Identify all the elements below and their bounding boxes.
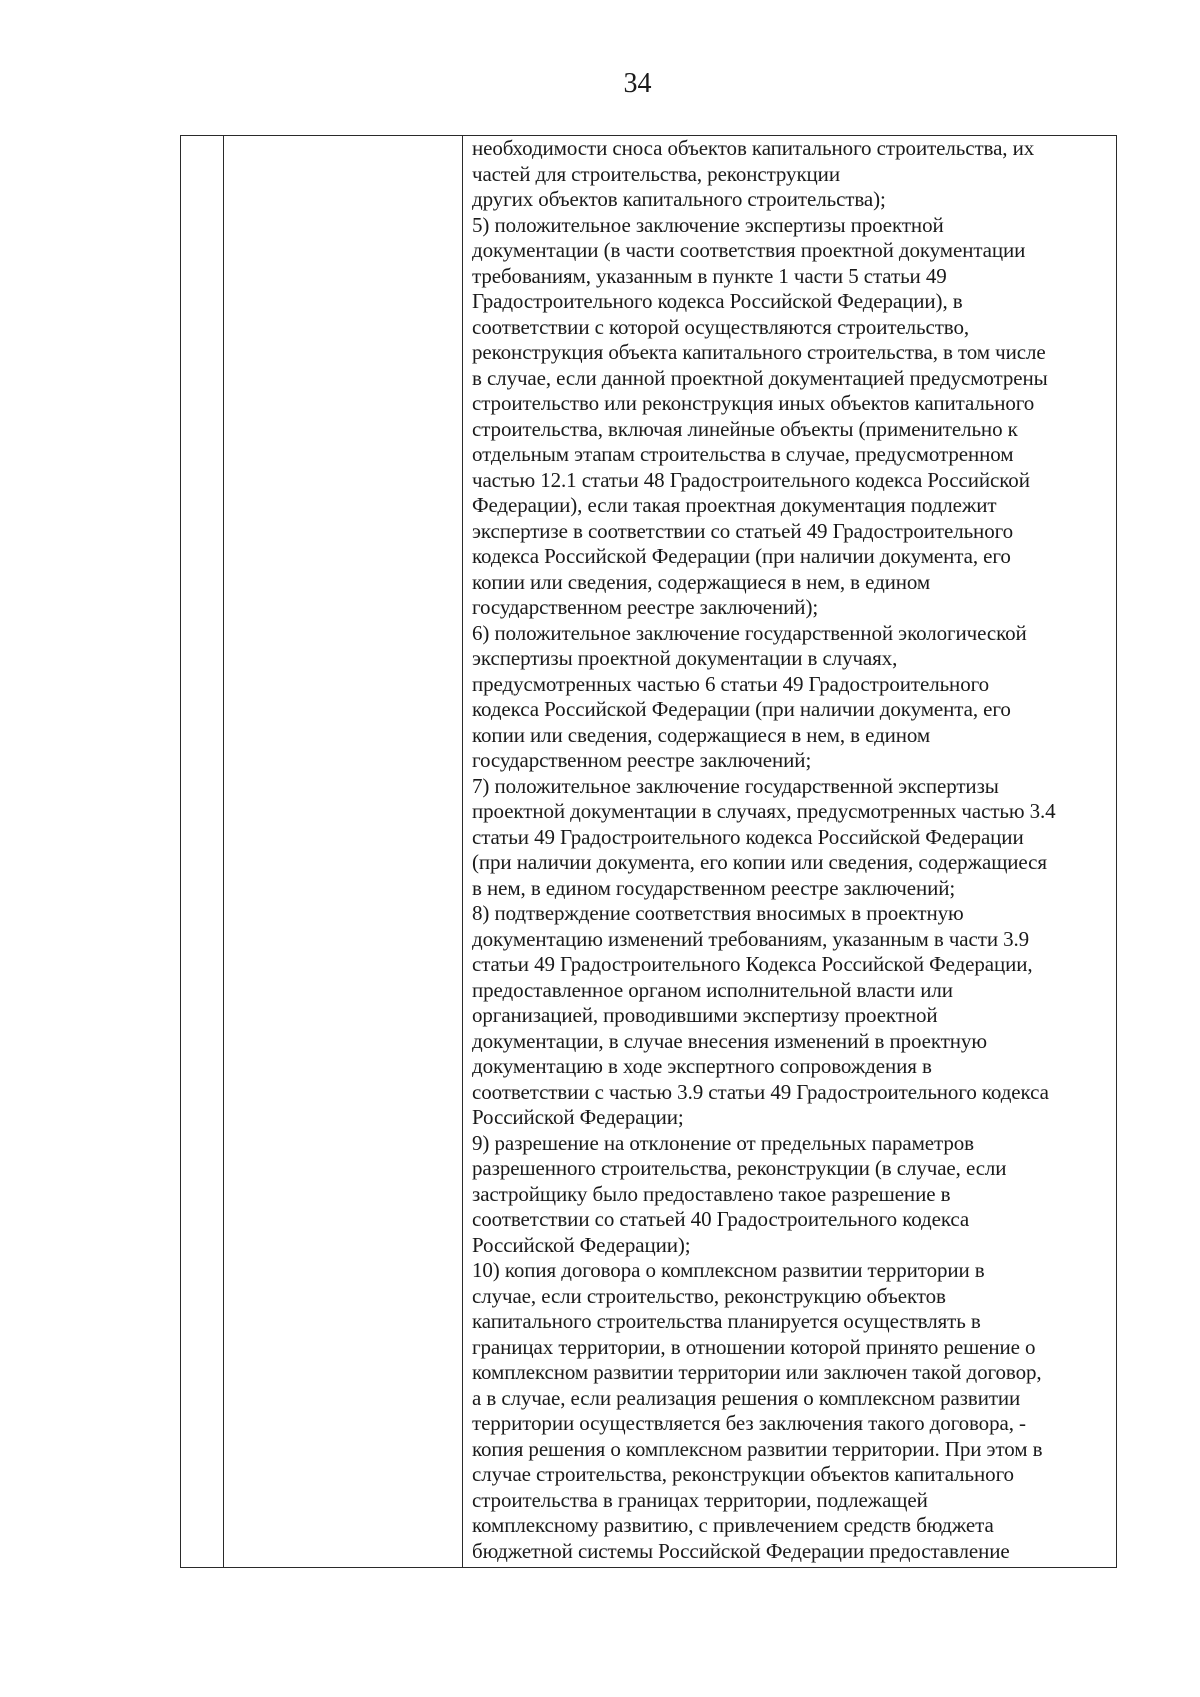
text-line: 10) копия договора о комплексном развитии территории в (472, 1258, 985, 1282)
text-line: копии или сведения, содержащиеся в нем, в едином (472, 569, 931, 594)
text-line: строительство или реконструкция иных объектов капитального (472, 391, 1035, 415)
text-line: частей для строительства, реконструкции (472, 161, 840, 186)
text-line: частью 12.1 статьи 48 Градостроительного кодекса Российской (472, 467, 1030, 492)
text-line: а в случае, если реализация решения о комплексном развитии (472, 1385, 1021, 1410)
text-line: документацию в ходе экспертного сопровождения в (472, 1054, 932, 1078)
text-line: статьи 49 Градостроительного кодекса Российской Федерации (472, 824, 1024, 849)
text-line: предоставленное органом исполнительной власти или (472, 977, 953, 1002)
text-line: комплексному развитию, с привлечением средств бюджета (472, 1513, 994, 1537)
text-line: проектной документации в случаях, предусмотренных частью 3.4 (472, 799, 1056, 823)
text-line: 6) положительное заключение государственной экологической (472, 620, 1027, 645)
text-line: капитального строительства планируется осуществлять в (472, 1309, 981, 1333)
text-line: Градостроительного кодекса Российской Федерации), в (472, 289, 963, 313)
text-line: экспертизе в соответствии со статьей 49 Градостроительного (472, 518, 1013, 543)
text-line: экспертизы проектной документации в случаях, (472, 646, 898, 670)
text-line: государственном реестре заключений); (472, 595, 819, 619)
text-line: территории осуществляется без заключения такого договора, - (472, 1411, 1026, 1435)
text-line: соответствии с частью 3.9 статьи 49 Градостроительного кодекса (472, 1079, 1049, 1104)
table-column-divider-1 (223, 136, 224, 1567)
document-table (180, 135, 1117, 1568)
text-line: (при наличии документа, его копии или сведения, содержащиеся (472, 850, 1047, 874)
text-line: случае, если строительство, реконструкцию объектов (472, 1283, 946, 1308)
text-line: соответствии с которой осуществляются строительство, (472, 314, 970, 339)
text-line: требованиям, указанным в пункте 1 части 5 статьи 49 (472, 263, 947, 288)
text-line: необходимости сноса объектов капитального строительства, их (472, 136, 1035, 160)
text-line: бюджетной системы Российской Федерации предоставление (472, 1538, 1010, 1563)
text-line: отдельным этапам строительства в случае, предусмотренном (472, 442, 1014, 466)
page-number: 34 (623, 68, 652, 99)
text-line: государственном реестре заключений; (472, 748, 812, 772)
table-column-divider-2 (462, 136, 463, 1567)
text-line: в нем, в едином государственном реестре заключений; (472, 875, 956, 900)
text-line: разрешенного строительства, реконструкции (в случае, если (472, 1156, 1007, 1180)
text-line: строительства в границах территории, подлежащей (472, 1487, 928, 1512)
text-line: в случае, если данной проектной документацией предусмотрены (472, 365, 1048, 390)
text-line: документации, в случае внесения изменений в проектную (472, 1028, 987, 1053)
text-line: копия решения о комплексном развитии территории. При этом в (472, 1436, 1043, 1461)
text-line: Российской Федерации; (472, 1105, 684, 1129)
text-line: соответствии со статьей 40 Градостроительного кодекса (472, 1207, 970, 1231)
text-line: организацией, проводившими экспертизу проектной (472, 1003, 938, 1027)
text-line: документации (в части соответствия проектной документации (472, 238, 1026, 262)
text-line: строительства, включая линейные объекты (применительно к (472, 416, 1018, 441)
text-line: Российской Федерации); (472, 1232, 691, 1257)
table-cell-content (472, 136, 1100, 1564)
text-line: документацию изменений требованиям, указанным в части 3.9 (472, 926, 1030, 951)
text-line: кодекса Российской Федерации (при наличии документа, его (472, 544, 1011, 568)
text-line: Федерации), если такая проектная документация подлежит (472, 493, 997, 517)
text-line: кодекса Российской Федерации (при наличии документа, его (472, 697, 1011, 721)
text-line: статьи 49 Градостроительного Кодекса Российской Федерации, (472, 952, 1033, 976)
text-line: случае строительства, реконструкции объектов капитального (472, 1462, 1014, 1486)
text-line: копии или сведения, содержащиеся в нем, в едином (472, 722, 931, 747)
text-line: 7) положительное заключение государственной экспертизы (472, 773, 999, 798)
text-line: 5) положительное заключение экспертизы проектной (472, 212, 944, 237)
text-line: реконструкция объекта капитального строительства, в том числе (472, 340, 1046, 364)
text-line: застройщику было предоставлено такое разрешение в (472, 1181, 951, 1206)
text-line: 9) разрешение на отклонение от предельных параметров (472, 1130, 974, 1155)
text-line: комплексном развитии территории или заключен такой договор, (472, 1360, 1042, 1384)
text-line: 8) подтверждение соответствия вносимых в проектную (472, 901, 964, 925)
text-line: предусмотренных частью 6 статьи 49 Градостроительного (472, 671, 989, 696)
text-line: границах территории, в отношении которой принято решение о (472, 1334, 1036, 1359)
text-line: других объектов капитального строительства); (472, 187, 886, 211)
